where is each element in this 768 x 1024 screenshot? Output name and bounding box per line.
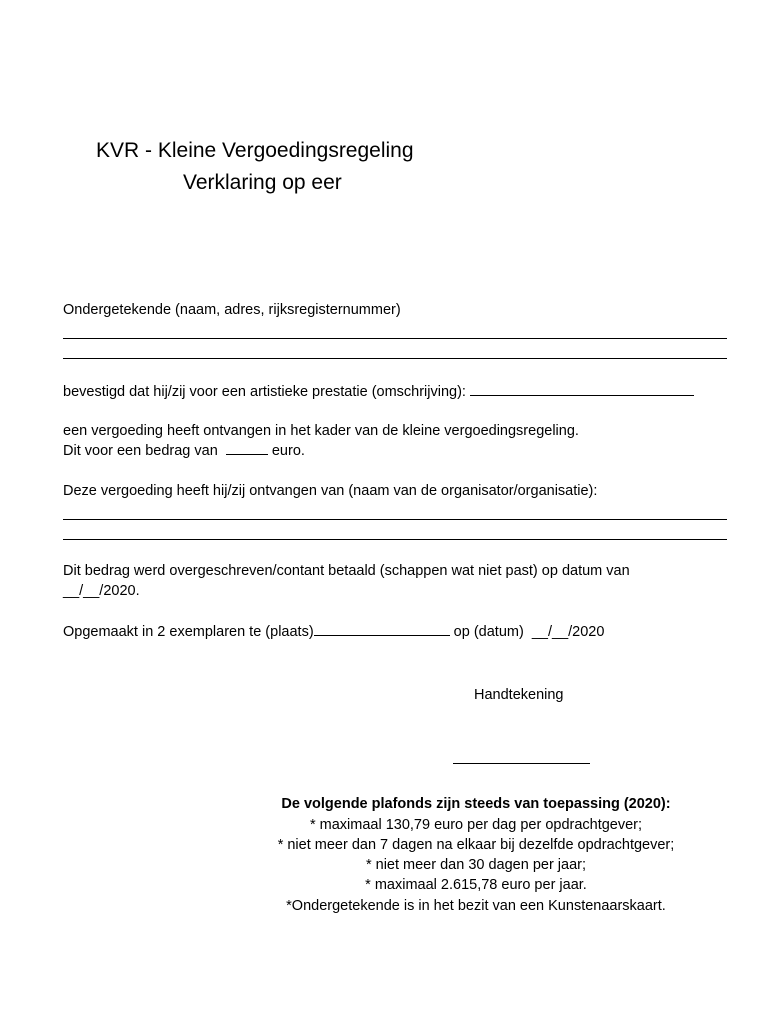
place-blank [314,622,450,636]
undersigned-blank-line-2 [63,358,727,359]
payment-date: __/__/2020. [63,583,140,599]
plafond-item: * maximaal 130,79 euro per dag per opdrachtgever; [309,817,643,833]
payment-line: Dit bedrag werd overgeschreven/contant betaald (schappen wat niet past) op datum van [63,563,630,579]
amount-blank [226,441,268,455]
confirms-line [63,382,694,401]
organizer-blank-line-1 [63,519,727,520]
description-blank [470,382,694,396]
organizer-blank-line-2 [63,539,727,540]
signature-label: Handtekening [474,687,564,703]
amount-prefix: Dit voor een bedrag van [63,443,226,459]
confirms-label: bevestigd dat hij/zij voor een artistieke prestatie (omschrijving): [63,384,470,400]
amount-line [63,441,305,460]
plafond-item: * maximaal 2.615,78 euro per jaar. [365,877,587,893]
plafond-item: * niet meer dan 30 dagen per jaar; [365,857,587,873]
document-subtitle: Verklaring op eer [183,171,342,194]
undersigned-blank-line-1 [63,338,727,339]
amount-suffix: euro. [267,443,305,459]
undersigned-label: Ondergetekende (naam, adres, rijksregisternummer) [63,302,401,318]
compensation-line: een vergoeding heeft ontvangen in het kader van de kleine vergoedingsregeling. [63,423,579,439]
made-line [63,622,604,641]
plafond-item: *Ondergetekende is in het bezit van een Kunstenaarskaart. [286,898,666,914]
made-date: __/__/2020 [531,624,605,640]
plafond-item: * niet meer dan 7 dagen na elkaar bij dezelfde opdrachtgever; [277,837,675,853]
made-middle: op (datum) [449,624,532,640]
made-prefix: Opgemaakt in 2 exemplaren te (plaats) [63,624,314,640]
document-title: KVR - Kleine Vergoedingsregeling [96,139,414,162]
signature-blank-line [453,763,590,764]
plafonds-heading: De volgende plafonds zijn steeds van toepassing (2020): [281,796,671,812]
received-from-label: Deze vergoeding heeft hij/zij ontvangen van (naam van de organisator/organisatie): [63,483,598,499]
